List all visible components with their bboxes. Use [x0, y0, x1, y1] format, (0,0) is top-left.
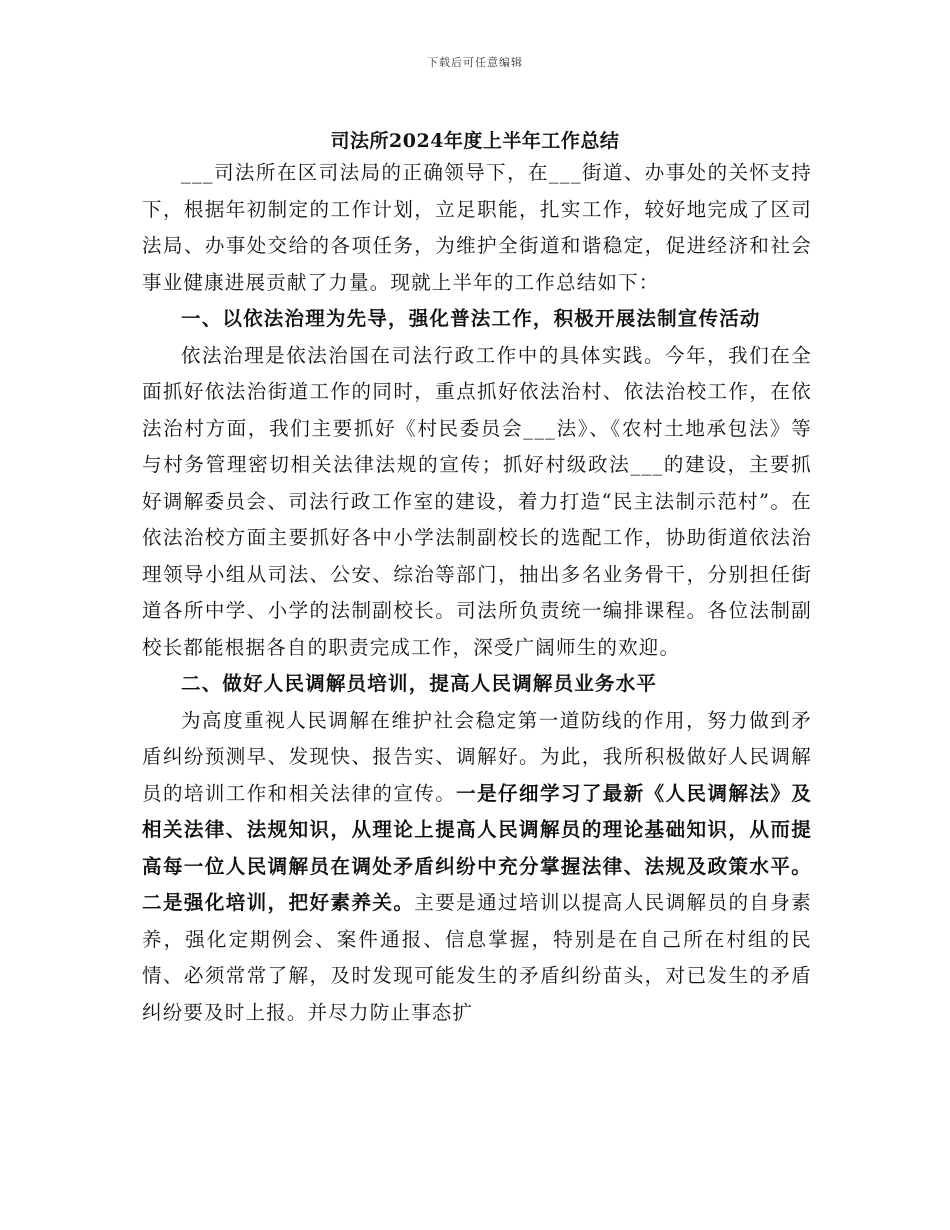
document-body — [142, 155, 812, 1031]
section-2-paragraph — [142, 703, 812, 1032]
section-2-tail-text: 主要是通过培训以提高人民调解员的自身素养，强化定期例会、案件通报、信息掌握，特别是在自己所在村组的民情、必须常常了解，及时发现可能发生的矛盾纠纷苗头，对已发生的矛盾纠纷要及时上报。并尽力防止事态扩 — [142, 891, 812, 1024]
section-2-bold-text: 一是仔细学习了最新《人民调解法》及相关法律、法规知识，从理论上提高人民调解员的理论基础知识，从而提高每一位人民调解员在调处矛盾纠纷中充分掌握法律、法规及政策水平。二是强化培训，把好素养关。 — [142, 781, 812, 914]
page-header-note: 下载后可任意编辑 — [427, 56, 523, 69]
section-2-lead-text: 为高度重视人民调解在维护社会稳定第一道防线的作用，努力做到矛盾纠纷预测早、发现快、报告实、调解好。为此，我所积极做好人民调解员的培训工作和相关法律的宣传。 — [142, 708, 812, 805]
section-1-paragraph: 依法治理是依法治国在司法行政工作中的具体实践。今年，我们在全面抓好依法治街道工作的同时，重点抓好依法治村、依法治校工作，在依法治村方面，我们主要抓好《村民委员会___法》、《农村土地承包法》等与村务管理密切相关法律法规的宣传；抓好村级政法___的建设，主要抓好调解委员会、司法行政工作室的建设，着力打造“民主法制示范村”。在依法治校方面主要抓好各中小学法制副校长的选配工作，协助街道依法治理领导小组从司法、公安、综治等部门，抽出多名业务骨干，分别担任街道各所中学、小学的法制副校长。司法所负责统一编排课程。各位法制副校长都能根据各自的职责完成工作，深受广阔师生的欢迎。 — [142, 343, 812, 659]
document-title: 司法所2024年度上半年工作总结 — [330, 130, 620, 152]
section-1-heading: 一、以依法治理为先导，强化普法工作，积极开展法制宣传活动 — [181, 307, 761, 330]
section-2-heading: 二、做好人民调解员培训，提高人民调解员业务水平 — [181, 672, 658, 695]
intro-paragraph: ___司法所在区司法局的正确领导下，在___街道、办事处的关怀支持下，根据年初制定的工作计划，立足职能，扎实工作，较好地完成了区司法局、办事处交给的各项任务，为维护全街道和谐稳定，促进经济和社会事业健康进展贡献了力量。现就上半年的工作总结如下： — [142, 161, 812, 294]
